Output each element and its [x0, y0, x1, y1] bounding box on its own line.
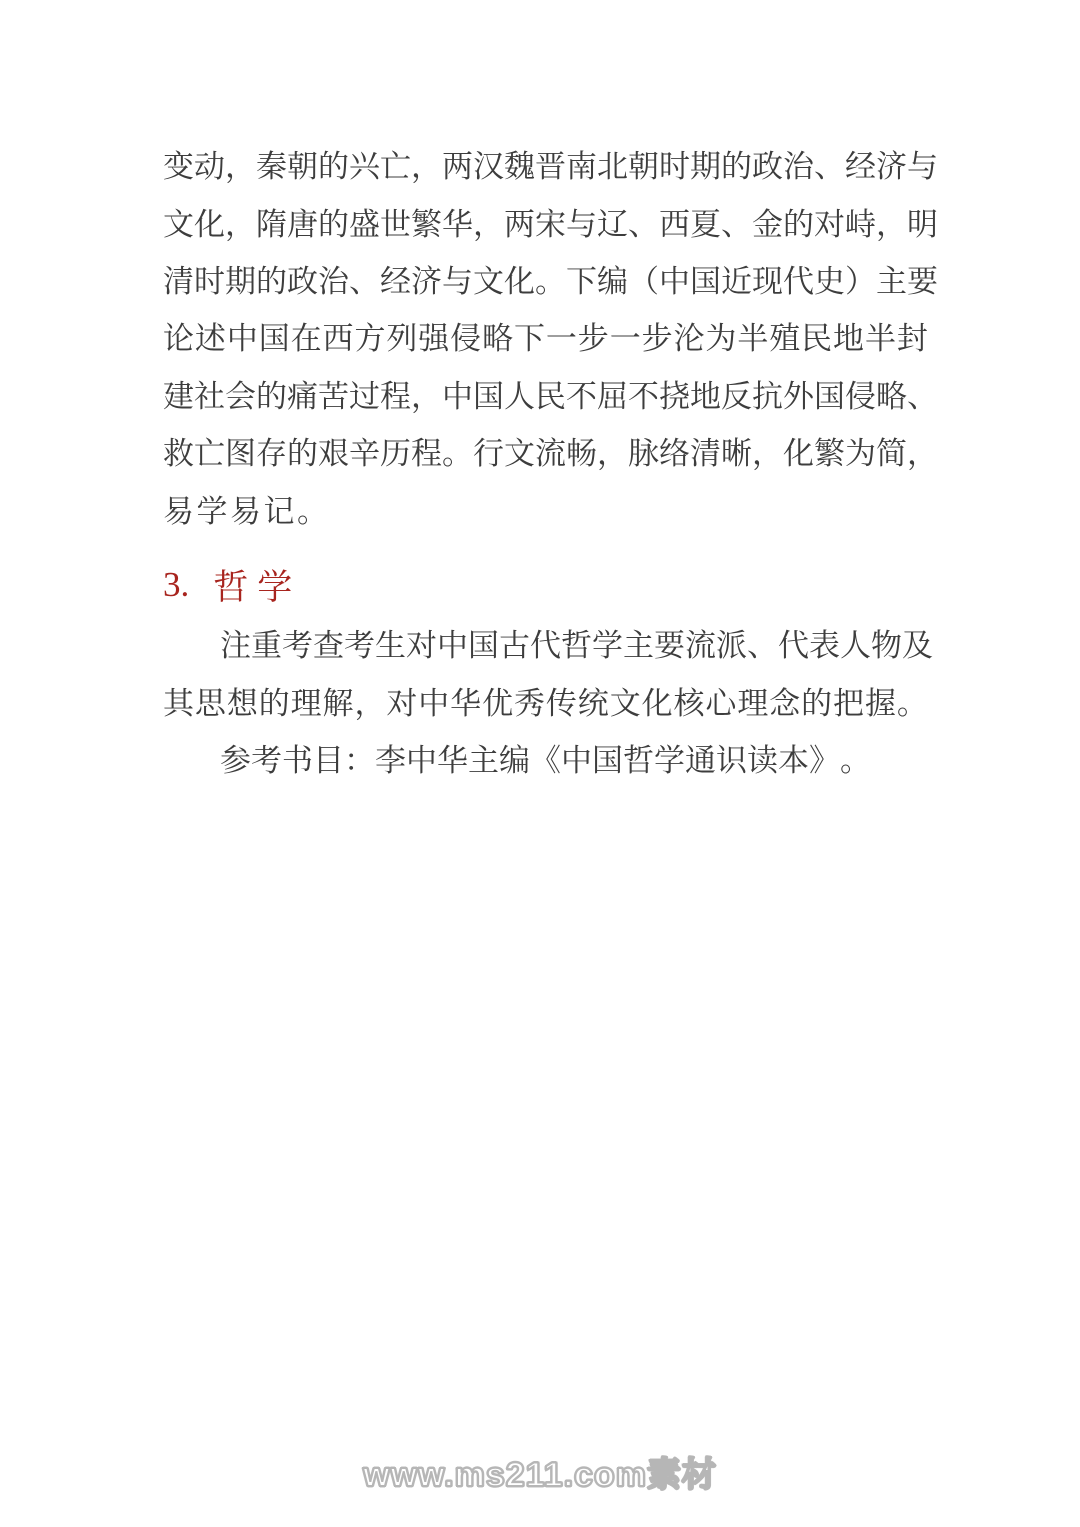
- section-number: 3.: [163, 565, 190, 605]
- paragraph-line: 建 社 会 的 痛 苦 过 程 ， 中 国 人 民 不 屈 不 挠 地 反 抗 外 国 侵 略 、: [163, 378, 938, 414]
- watermark-text: www.ms211.com素材: [363, 1456, 717, 1494]
- section-title: 哲学: [213, 568, 302, 608]
- paragraph-line: 清 时 期 的 政 治 、 经 济 与 文 化 。 下 编 （ 中 国 近 现 代 史 ） 主 要: [163, 263, 938, 299]
- paragraph-line: 其 思 想 的 理 解 ， 对 中 华 优 秀 传 统 文 化 核 心 理 念 的 把 握 。: [163, 685, 928, 721]
- section-heading: [163, 557, 928, 614]
- paragraph-line: 注 重 考 查 考 生 对 中 国 古 代 哲 学 主 要 流 派 、 代 表 人 物 及: [220, 628, 933, 664]
- paragraph-last-line: 易 学 易 记 。: [163, 493, 328, 529]
- paragraph-line: 救 亡 图 存 的 艰 辛 历 程 。 行 文 流 畅 ， 脉 络 清 晰 ， 化 繁 为 简 ，: [163, 436, 938, 472]
- document-body: [163, 135, 938, 786]
- paragraph-line: 文 化 ， 隋 唐 的 盛 世 繁 华 ， 两 宋 与 辽 、 西 夏 、 金 的 对 峙 ， 明: [163, 206, 938, 242]
- reference-line: 参 考 书 目 ： 李 中 华 主 编 《 中 国 哲 学 通 识 读 本 》 。: [220, 743, 871, 779]
- paragraph-line: 变 动 ， 秦 朝 的 兴 亡 ， 两 汉 魏 晋 南 北 朝 时 期 的 政 治 、 经 济 与: [163, 149, 938, 185]
- paragraph-line: 论 述 中 国 在 西 方 列 强 侵 略 下 一 步 一 步 沦 为 半 殖 民 地 半 封: [163, 321, 928, 357]
